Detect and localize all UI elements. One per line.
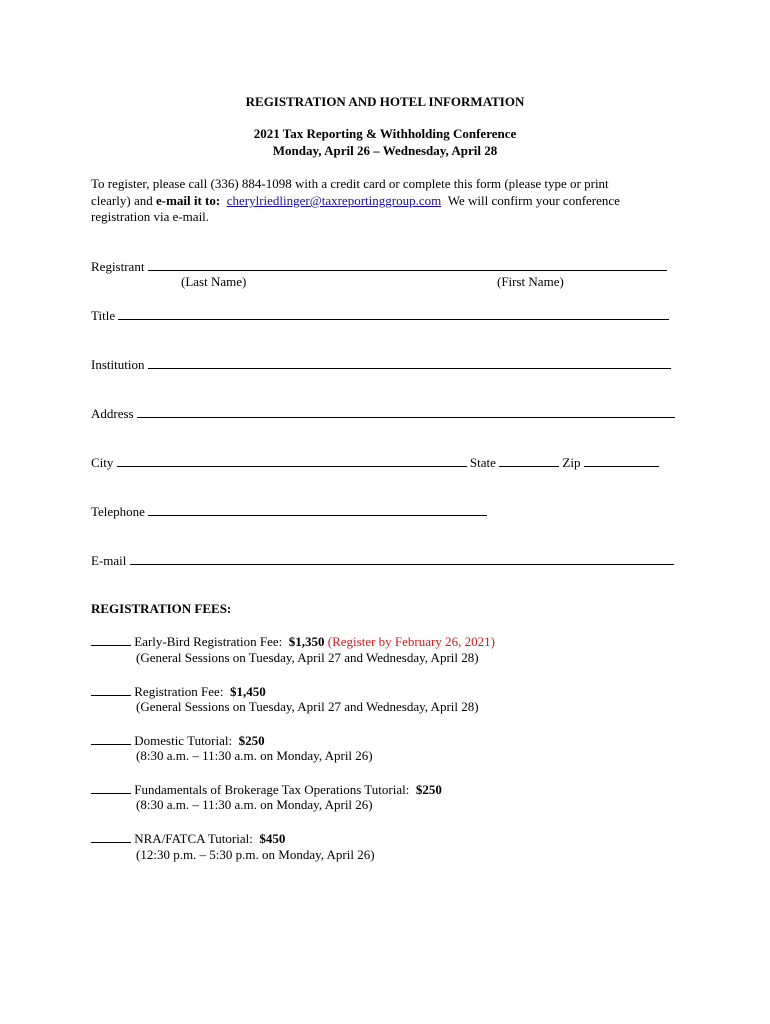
- conference-name: 2021 Tax Reporting & Withholding Conference: [253, 126, 517, 141]
- email-row: [91, 552, 674, 569]
- page-title: REGISTRATION AND HOTEL INFORMATION: [245, 94, 525, 109]
- city-label: City: [91, 455, 114, 470]
- address-label: Address: [91, 406, 134, 421]
- fee-price: $1,350: [288, 634, 325, 649]
- institution-field[interactable]: [148, 356, 671, 369]
- city-state-zip-row: [91, 454, 659, 471]
- telephone-row: [91, 503, 487, 520]
- fee-checkbox-line[interactable]: [91, 732, 131, 745]
- state-field[interactable]: [499, 454, 559, 467]
- zip-field[interactable]: [584, 454, 659, 467]
- fee-label: Early-Bird Registration Fee:: [134, 634, 283, 649]
- intro-line-2-suffix: We will confirm your conference: [447, 193, 620, 208]
- state-label: State: [469, 455, 496, 470]
- fee-item: [91, 732, 265, 749]
- address-field[interactable]: [137, 405, 675, 418]
- intro-line-1: To register, please call (336) 884-1098 with a credit card or complete this form (please type or print: [91, 176, 609, 191]
- fees-heading: REGISTRATION FEES:: [91, 601, 232, 616]
- fee-label: NRA/FATCA Tutorial:: [134, 831, 253, 846]
- title-label: Title: [91, 308, 116, 323]
- title-field[interactable]: [118, 307, 669, 320]
- institution-row: [91, 356, 671, 373]
- telephone-field[interactable]: [148, 503, 487, 516]
- fee-item: [91, 830, 285, 847]
- fee-label: Fundamentals of Brokerage Tax Operations Tutorial:: [134, 782, 410, 797]
- email-link[interactable]: cherylriedlinger@taxreportinggroup.com: [226, 193, 442, 208]
- fee-item: [91, 781, 442, 798]
- registrant-row: [91, 258, 667, 275]
- address-row: [91, 405, 675, 422]
- fee-item: [91, 683, 266, 700]
- fee-checkbox-line[interactable]: [91, 633, 131, 646]
- city-field[interactable]: [117, 454, 467, 467]
- fee-price: $250: [415, 782, 442, 797]
- fee-checkbox-line[interactable]: [91, 781, 131, 794]
- fee-detail: (8:30 a.m. – 11:30 a.m. on Monday, April 26): [136, 748, 373, 763]
- registrant-label: Registrant: [91, 259, 145, 274]
- intro-line-3: registration via e-mail.: [91, 209, 210, 224]
- fee-label: Registration Fee:: [134, 684, 224, 699]
- first-name-caption: (First Name): [497, 274, 564, 289]
- registrant-field[interactable]: [148, 258, 667, 271]
- intro-line-2-prefix: clearly) and: [91, 193, 156, 208]
- fee-checkbox-line[interactable]: [91, 683, 131, 696]
- email-field[interactable]: [130, 552, 674, 565]
- fee-deadline-note: (Register by February 26, 2021): [327, 634, 495, 649]
- telephone-label: Telephone: [91, 504, 145, 519]
- fee-detail: (8:30 a.m. – 11:30 a.m. on Monday, April 26): [136, 797, 373, 812]
- fee-detail: (General Sessions on Tuesday, April 27 and Wednesday, April 28): [136, 650, 479, 665]
- title-row: [91, 307, 669, 324]
- fee-item: [91, 633, 495, 650]
- email-label: E-mail: [91, 553, 127, 568]
- fee-price: $250: [238, 733, 265, 748]
- fee-label: Domestic Tutorial:: [134, 733, 233, 748]
- fee-checkbox-line[interactable]: [91, 830, 131, 843]
- institution-label: Institution: [91, 357, 145, 372]
- fee-price: $1,450: [229, 684, 266, 699]
- fee-detail: (12:30 p.m. – 5:30 p.m. on Monday, April 26): [136, 847, 375, 862]
- zip-label: Zip: [562, 455, 581, 470]
- fee-price: $450: [259, 831, 286, 846]
- conference-dates: Monday, April 26 – Wednesday, April 28: [272, 143, 498, 158]
- intro-line-2: [91, 193, 620, 209]
- intro-email-instruction: e-mail it to:: [155, 193, 221, 208]
- fee-detail: (General Sessions on Tuesday, April 27 and Wednesday, April 28): [136, 699, 479, 714]
- last-name-caption: (Last Name): [181, 274, 247, 289]
